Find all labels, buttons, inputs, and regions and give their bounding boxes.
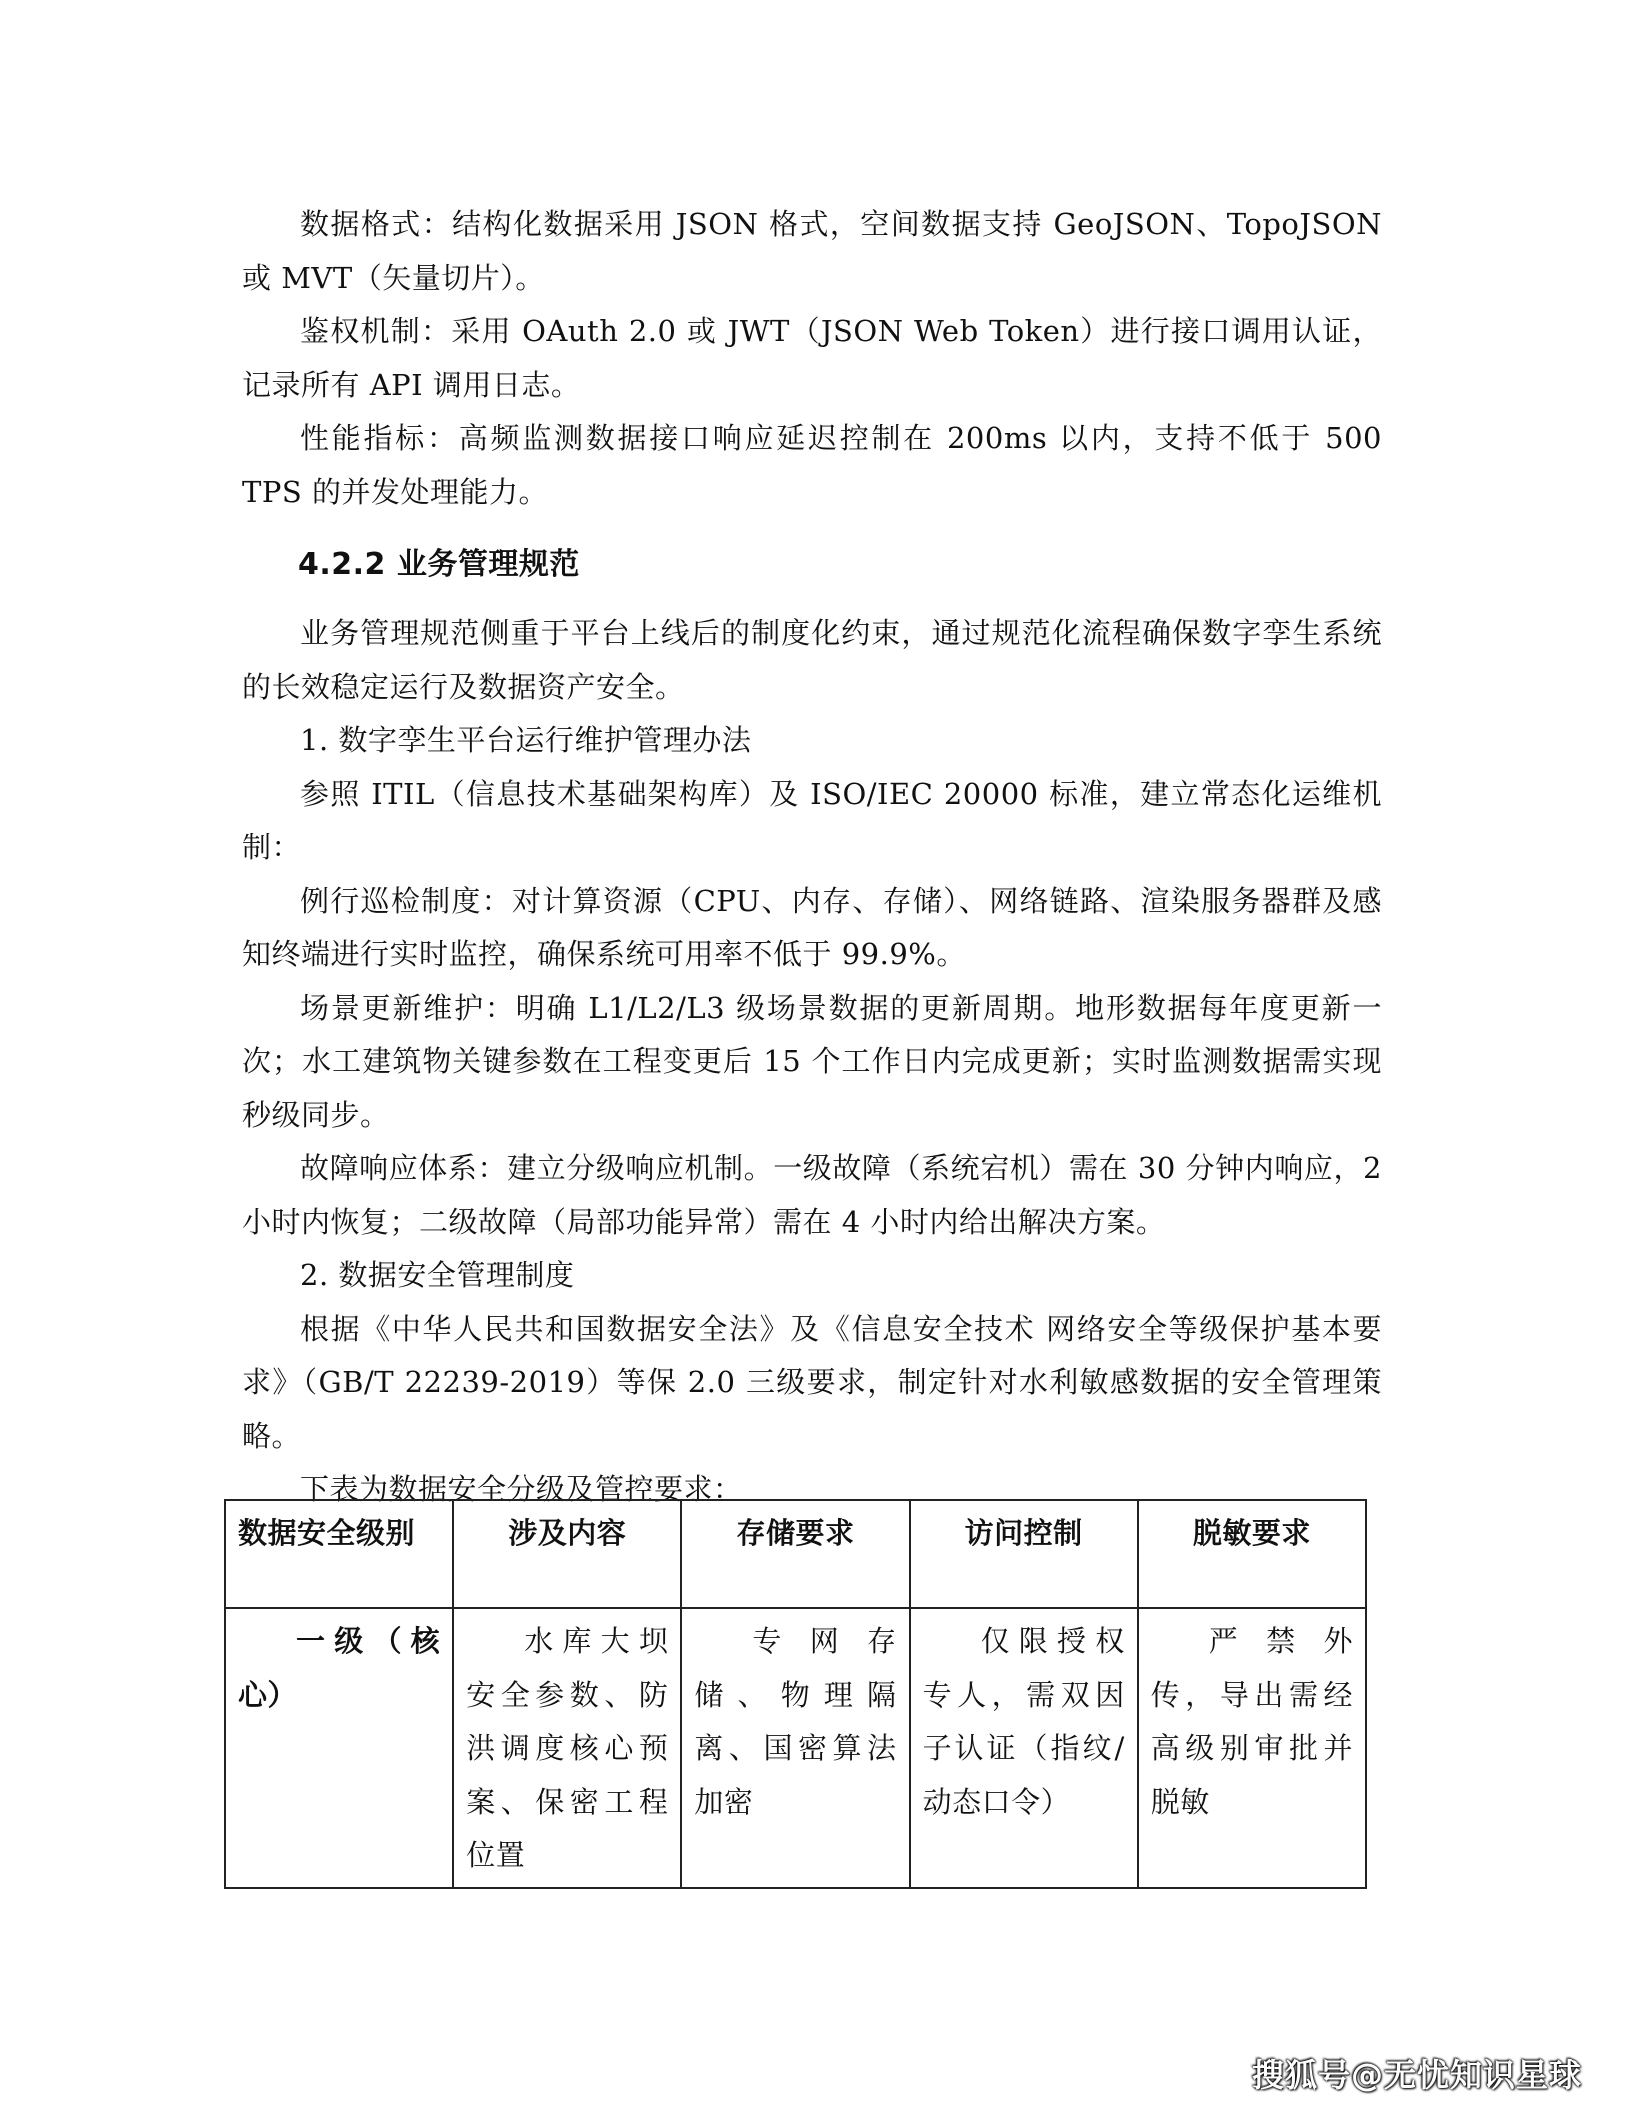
cell-level: 一级（核心） xyxy=(225,1608,453,1888)
header-content: 涉及内容 xyxy=(453,1500,681,1608)
watermark-text: 搜狐号@无忧知识星球 xyxy=(1251,2056,1582,2094)
table-header-row xyxy=(225,1500,1366,1608)
paragraph-intro: 业务管理规范侧重于平台上线后的制度化约束，通过规范化流程确保数字孪生系统的长效稳定运行及数据资产安全。 xyxy=(242,616,1382,704)
cell-access-control: 仅限授权专人，需双因子认证（指纹/动态口令） xyxy=(910,1608,1138,1888)
header-desensitization: 脱敏要求 xyxy=(1138,1500,1366,1608)
paragraph-performance: 性能指标：高频监测数据接口响应延迟控制在 200ms 以内，支持不低于 500 TPS 的并发处理能力。 xyxy=(242,421,1382,509)
paragraph-inspection: 例行巡检制度：对计算资源（CPU、内存、存储）、网络链路、渲染服务器群及感知终端进行实时监控，确保系统可用率不低于 99.9%。 xyxy=(242,883,1382,971)
table-row xyxy=(225,1608,1366,1888)
header-storage: 存储要求 xyxy=(681,1500,909,1608)
header-access-control: 访问控制 xyxy=(910,1500,1138,1608)
header-security-level: 数据安全级别 xyxy=(225,1500,453,1608)
paragraph-item-1-title: 1. 数字孪生平台运行维护管理办法 xyxy=(300,723,752,757)
paragraph-fault-response: 故障响应体系：建立分级响应机制。一级故障（系统宕机）需在 30 分钟内响应，2 小时内恢复；二级故障（局部功能异常）需在 4 小时内给出解决方案。 xyxy=(242,1151,1382,1239)
paragraph-item-2-title: 2. 数据安全管理制度 xyxy=(300,1258,575,1292)
paragraph-table-caption: 下表为数据安全分级及管控要求： xyxy=(300,1472,743,1506)
paragraph-law-basis: 根据《中华人民共和国数据安全法》及《信息安全技术 网络安全等级保护基本要求》（GB/T 22239-2019）等保 2.0 三级要求，制定针对水利敏感数据的安全管理策略。 xyxy=(242,1311,1382,1453)
paragraph-itil: 参照 ITIL（信息技术基础架构库）及 ISO/IEC 20000 标准，建立常态化运维机制： xyxy=(242,776,1382,864)
document-content xyxy=(242,198,1382,1517)
data-security-table xyxy=(224,1499,1367,1889)
paragraph-scene-update: 场景更新维护：明确 L1/L2/L3 级场景数据的更新周期。地形数据每年度更新一次；水工建筑物关键参数在工程变更后 15 个工作日内完成更新；实时监测数据需实现秒级同步。 xyxy=(242,990,1382,1132)
paragraph-data-format: 数据格式：结构化数据采用 JSON 格式，空间数据支持 GeoJSON、TopoJSON 或 MVT（矢量切片）。 xyxy=(242,207,1382,295)
paragraph-auth-mechanism: 鉴权机制：采用 OAuth 2.0 或 JWT（JSON Web Token）进行接口调用认证，记录所有 API 调用日志。 xyxy=(242,314,1382,402)
cell-storage: 专网存储、物理隔离、国密算法加密 xyxy=(681,1608,909,1888)
cell-desensitization: 严禁外传，导出需经高级别审批并脱敏 xyxy=(1138,1608,1366,1888)
section-heading: 4.2.2 业务管理规范 xyxy=(298,547,580,582)
cell-content: 水库大坝安全参数、防洪调度核心预案、保密工程位置 xyxy=(453,1608,681,1888)
